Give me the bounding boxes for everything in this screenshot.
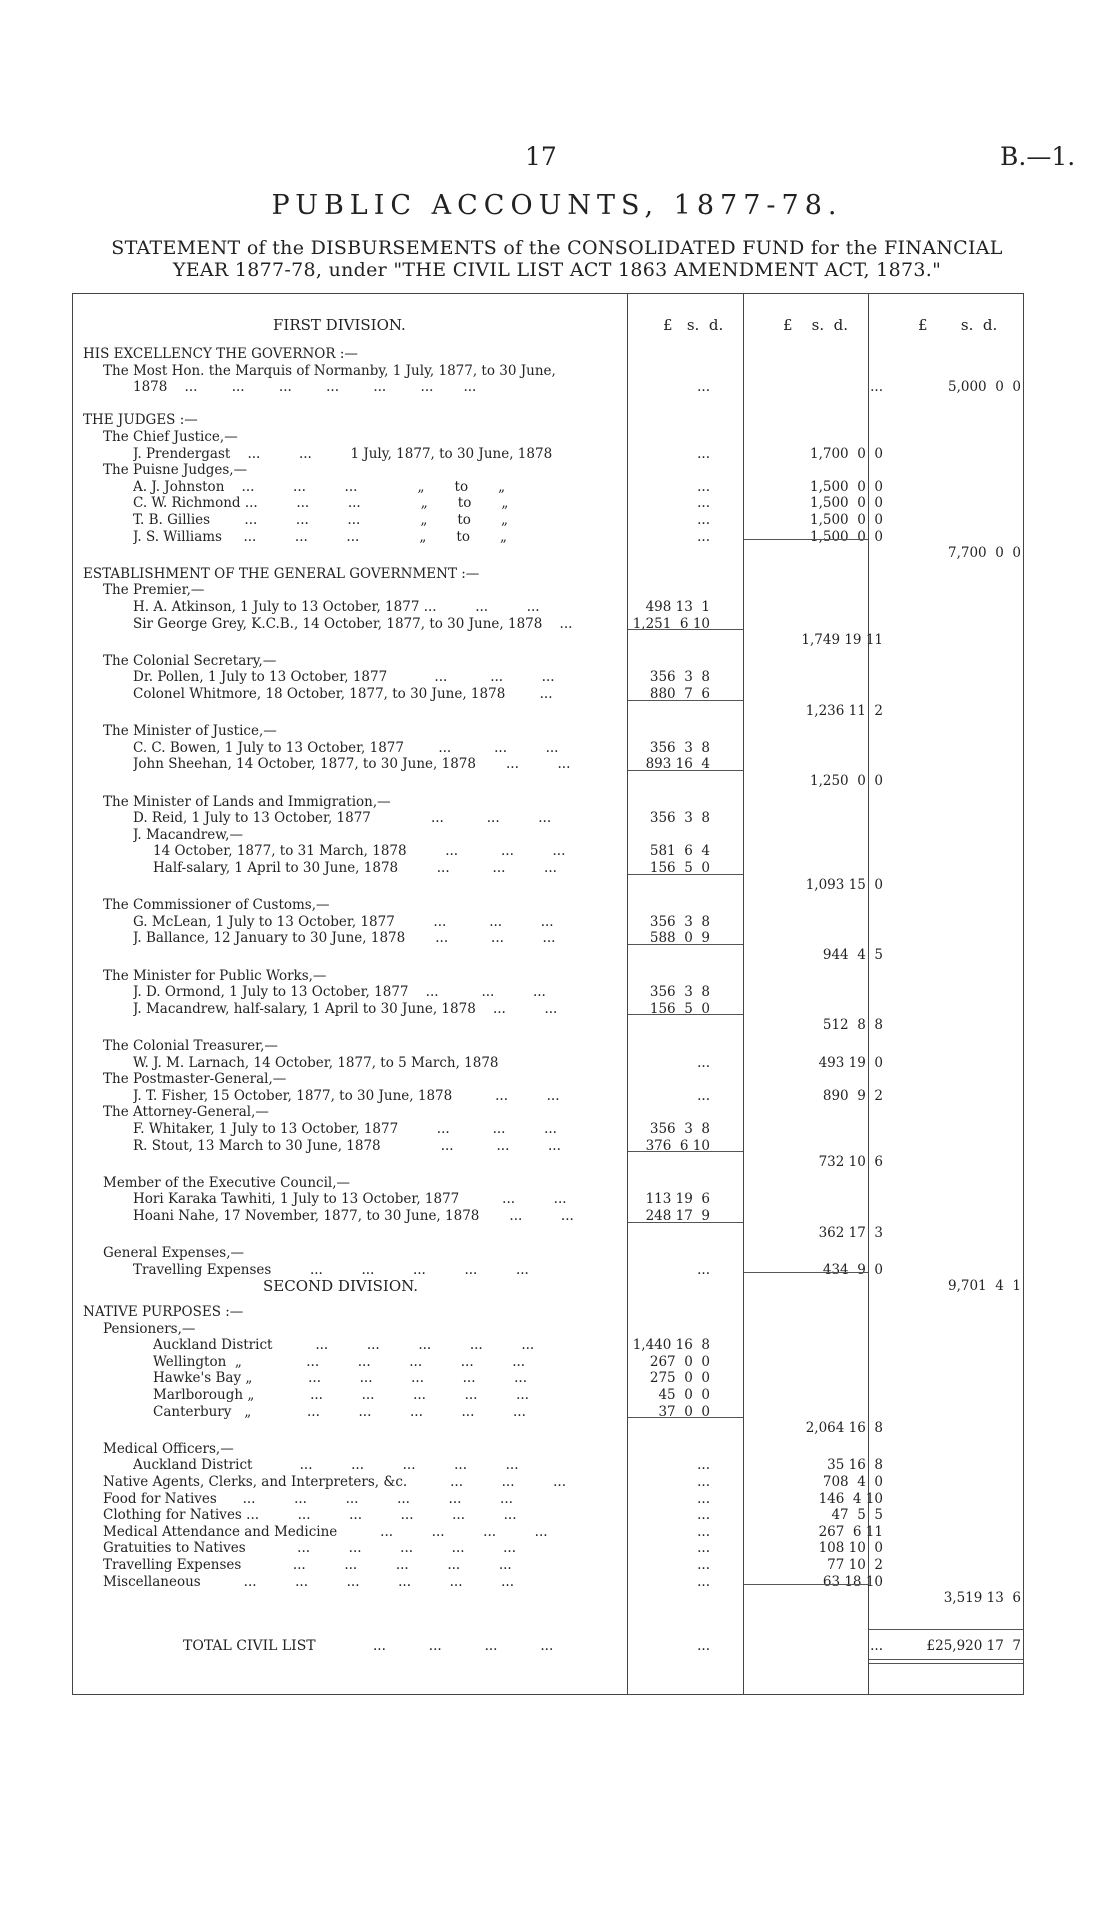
amount-c2: 512 8 8 xyxy=(822,1017,883,1034)
amount-c2: 493 19 0 xyxy=(818,1054,883,1071)
table-row xyxy=(73,1175,1023,1192)
total-col1: ... xyxy=(697,1638,710,1654)
amount-c1: 356 3 8 xyxy=(649,984,710,1001)
row-description: Wellington „ ... ... ... ... ... xyxy=(153,1353,526,1370)
row-description: Hori Karaka Tawhiti, 1 July to 13 October, 1877 ... ... xyxy=(133,1191,567,1208)
row-description: ESTABLISHMENT OF THE GENERAL GOVERNMENT :— xyxy=(83,565,480,582)
table-row xyxy=(73,827,1023,844)
table-row xyxy=(73,616,1023,633)
row-description: J. T. Fisher, 15 October, 1877, to 30 June, 1878 ... ... xyxy=(133,1087,560,1104)
row-description: The Chief Justice,— xyxy=(103,429,238,445)
disbursements-table xyxy=(72,293,1024,1695)
row-description: Travelling Expenses ... ... ... ... ... xyxy=(133,1261,529,1278)
amount-c2: 708 4 0 xyxy=(822,1474,883,1490)
table-row xyxy=(73,794,1023,811)
row-description: The Minister of Lands and Immigration,— xyxy=(103,793,391,810)
table-row xyxy=(73,632,1023,649)
table-row xyxy=(73,1474,1023,1491)
amount-c1: 248 17 9 xyxy=(645,1208,710,1224)
table-row xyxy=(73,1038,1023,1055)
amount-c2: 362 17 3 xyxy=(818,1224,883,1241)
table-row xyxy=(73,1104,1023,1121)
table-row xyxy=(73,1420,1023,1437)
amount-c3: 7,700 0 0 xyxy=(948,545,1021,562)
table-row xyxy=(73,1154,1023,1171)
table-row xyxy=(73,947,1023,964)
amount-c2: 1,749 19 11 xyxy=(801,632,883,649)
amount-c1: 37 0 0 xyxy=(658,1403,710,1420)
amount-c2: 267 6 11 xyxy=(818,1523,883,1540)
row-description: Sir George Grey, K.C.B., 14 October, 1877, to 30 June, 1878 ... xyxy=(133,615,573,632)
row-description: Medical Attendance and Medicine ... ... ... ... xyxy=(103,1523,548,1540)
table-row xyxy=(73,860,1023,877)
double-rule xyxy=(869,1663,1023,1664)
table-row xyxy=(73,1507,1023,1524)
table-row xyxy=(73,877,1023,894)
amount-c3: 9,701 4 1 xyxy=(948,1278,1021,1295)
table-row xyxy=(73,1191,1023,1208)
table-row xyxy=(73,930,1023,947)
amount-c2: ... xyxy=(870,379,883,396)
amount-c2: 434 9 0 xyxy=(822,1261,883,1278)
amount-c1: 356 3 8 xyxy=(649,669,710,686)
amount-c1: ... xyxy=(697,528,710,545)
second-division-heading: SECOND DIVISION. xyxy=(263,1277,419,1295)
table-row xyxy=(73,756,1023,773)
row-description: Pensioners,— xyxy=(103,1320,196,1337)
amount-c2: 1,700 0 0 xyxy=(810,445,883,462)
amount-c1: ... xyxy=(697,478,710,495)
amount-c1: ... xyxy=(697,445,710,462)
amount-c1: ... xyxy=(697,1523,710,1540)
amount-c2: 890 9 2 xyxy=(822,1087,883,1104)
amount-c2: 1,500 0 0 xyxy=(810,495,883,512)
table-row xyxy=(73,582,1023,599)
table-row xyxy=(73,1055,1023,1072)
row-description: Food for Natives ... ... ... ... ... ... xyxy=(103,1490,513,1507)
subtotal-rule xyxy=(628,1151,743,1152)
subtotal-rule xyxy=(744,539,868,540)
row-description: The Most Hon. the Marquis of Normanby, 1 July, 1877, to 30 June, xyxy=(103,362,556,379)
amount-c1: 893 16 4 xyxy=(645,756,710,773)
row-description: F. Whitaker, 1 July to 13 October, 1877 ... ... ... xyxy=(133,1121,557,1137)
row-description: The Minister of Justice,— xyxy=(103,723,277,740)
amount-c1: 1,440 16 8 xyxy=(632,1337,710,1354)
row-description: Auckland District ... ... ... ... ... xyxy=(153,1337,535,1354)
table-row xyxy=(73,914,1023,931)
table-row xyxy=(73,512,1023,529)
table-row xyxy=(73,1557,1023,1574)
row-description: The Colonial Secretary,— xyxy=(103,652,277,669)
amount-c1: 113 19 6 xyxy=(645,1191,710,1208)
rule xyxy=(869,1629,1023,1630)
total-label: TOTAL CIVIL LIST xyxy=(183,1638,316,1654)
row-description: Colonel Whitmore, 18 October, 1877, to 30 June, 1878 ... xyxy=(133,686,553,702)
subtotal-rule xyxy=(628,944,743,945)
amount-c2: 146 4 10 xyxy=(818,1490,883,1507)
table-row xyxy=(73,1491,1023,1508)
amount-c1: ... xyxy=(697,1261,710,1278)
amount-c2: 63 18 10 xyxy=(822,1573,883,1590)
subtotal-rule xyxy=(628,629,743,630)
amount-c2: 944 4 5 xyxy=(822,947,883,963)
table-row xyxy=(73,1017,1023,1034)
row-description: Dr. Pollen, 1 July to 13 October, 1877 ... ... ... xyxy=(133,669,555,686)
amount-c1: 880 7 6 xyxy=(649,686,710,702)
table-row xyxy=(73,1574,1023,1591)
subtotal-rule xyxy=(628,1417,743,1418)
table-row xyxy=(73,1304,1023,1321)
row-description: 1878 ... ... ... ... ... ... ... xyxy=(133,379,477,396)
amount-c1: ... xyxy=(697,1540,710,1557)
table-row xyxy=(73,1088,1023,1105)
table-row xyxy=(73,1337,1023,1354)
amount-c2: 108 10 0 xyxy=(818,1540,883,1557)
amount-c1: ... xyxy=(697,1573,710,1590)
row-description: Gratuities to Natives ... ... ... ... ... xyxy=(103,1540,517,1557)
amount-c1: 1,251 6 10 xyxy=(632,615,710,632)
page-number: 17 xyxy=(525,142,557,171)
subtotal-rule xyxy=(628,874,743,875)
table-row xyxy=(73,429,1023,446)
row-description: Native Agents, Clerks, and Interpreters, &c. ... ... ... xyxy=(103,1474,566,1490)
row-description: Medical Officers,— xyxy=(103,1440,234,1457)
row-description: The Commissioner of Customs,— xyxy=(103,897,330,914)
amount-c2: 2,064 16 8 xyxy=(805,1420,883,1437)
total-leader-dots: ... ... ... ... xyxy=(373,1638,554,1654)
row-description: The Colonial Treasurer,— xyxy=(103,1038,278,1054)
amount-c1: ... xyxy=(697,1474,710,1490)
amount-c1: ... xyxy=(697,1507,710,1524)
statement-subtitle-line-1: STATEMENT of the DISBURSEMENTS of the CONSOLIDATED FUND for the FINANCIAL xyxy=(111,237,1003,259)
table-row xyxy=(73,1225,1023,1242)
row-description: C. W. Richmond ... ... ... „ to „ xyxy=(133,495,509,512)
row-description: General Expenses,— xyxy=(103,1245,244,1262)
row-description: Member of the Executive Council,— xyxy=(103,1174,351,1191)
statement-subtitle-line-2: YEAR 1877-78, under "THE CIVIL LIST ACT 1863 AMENDMENT ACT, 1873." xyxy=(172,259,942,281)
subtotal-rule xyxy=(744,1584,868,1585)
amount-c1: 356 3 8 xyxy=(649,810,710,827)
subtotal-rule xyxy=(628,770,743,771)
subtotal-rule xyxy=(628,1222,743,1223)
table-row xyxy=(73,1524,1023,1541)
table-row xyxy=(73,703,1023,720)
subtotal-rule xyxy=(628,700,743,701)
amount-c2: 47 5 5 xyxy=(831,1507,883,1524)
row-description: W. J. M. Larnach, 14 October, 1877, to 5 March, 1878 xyxy=(133,1054,499,1071)
double-rule xyxy=(869,1659,1023,1660)
amount-c1: ... xyxy=(697,1457,710,1474)
table-row xyxy=(73,479,1023,496)
table-row xyxy=(73,412,1023,429)
table-row xyxy=(73,1245,1023,1262)
table-row xyxy=(73,346,1023,363)
table-row xyxy=(73,897,1023,914)
amount-c2: 1,250 0 0 xyxy=(810,773,883,789)
row-description: 14 October, 1877, to 31 March, 1878 ... ... ... xyxy=(153,843,566,860)
row-description: Travelling Expenses ... ... ... ... ... xyxy=(103,1557,512,1573)
table-row xyxy=(73,968,1023,985)
first-division-heading: FIRST DIVISION. xyxy=(273,316,406,334)
row-description: D. Reid, 1 July to 13 October, 1877 ... ... ... xyxy=(133,810,552,827)
page-title: PUBLIC ACCOUNTS, 1877-78. xyxy=(271,190,843,221)
row-description: R. Stout, 13 March to 30 June, 1878 ... ... ... xyxy=(133,1137,561,1154)
amount-c1: ... xyxy=(697,379,710,396)
table-row xyxy=(73,545,1023,562)
table-row xyxy=(73,1404,1023,1421)
row-description: John Sheehan, 14 October, 1877, to 30 June, 1878 ... ... xyxy=(133,756,571,773)
row-description: Clothing for Natives ... ... ... ... ... ... xyxy=(103,1507,517,1524)
table-row xyxy=(73,1387,1023,1404)
amount-c1: 588 0 9 xyxy=(649,930,710,947)
column-header-1: £ s. d. xyxy=(663,316,724,334)
table-row xyxy=(73,723,1023,740)
row-description: The Puisne Judges,— xyxy=(103,462,248,479)
row-description: THE JUDGES :— xyxy=(83,412,198,429)
table-row xyxy=(73,1590,1023,1607)
column-header-3: £ s. d. xyxy=(918,316,998,334)
row-description: J. D. Ormond, 1 July to 13 October, 1877 ... ... ... xyxy=(133,984,546,1001)
row-description: HIS EXCELLENCY THE GOVERNOR :— xyxy=(83,346,358,362)
table-row xyxy=(73,446,1023,463)
amount-c1: 275 0 0 xyxy=(649,1370,710,1387)
table-row xyxy=(73,686,1023,703)
amount-c1: ... xyxy=(697,512,710,528)
amount-c2: 1,500 0 0 xyxy=(810,528,883,545)
total-amount: £25,920 17 7 xyxy=(926,1638,1021,1654)
row-description: Marlborough „ ... ... ... ... ... xyxy=(153,1387,529,1403)
row-description: Half-salary, 1 April to 30 June, 1878 ... ... ... xyxy=(153,860,557,876)
amount-c1: 356 3 8 xyxy=(649,1121,710,1137)
table-row xyxy=(73,1321,1023,1338)
amount-c1: 376 6 10 xyxy=(645,1137,710,1154)
table-row xyxy=(73,566,1023,583)
amount-c1: ... xyxy=(697,1557,710,1573)
amount-c1: 356 3 8 xyxy=(649,739,710,756)
table-row xyxy=(73,495,1023,512)
table-row xyxy=(73,740,1023,757)
table-row xyxy=(73,1441,1023,1458)
amount-c2: 732 10 6 xyxy=(818,1154,883,1171)
table-row xyxy=(73,462,1023,479)
table-row xyxy=(73,599,1023,616)
row-description: J. Macandrew,— xyxy=(133,826,243,843)
table-row xyxy=(73,810,1023,827)
amount-c2: 1,500 0 0 xyxy=(810,512,883,528)
amount-c1: 45 0 0 xyxy=(658,1387,710,1403)
row-description: J. S. Williams ... ... ... „ to „ xyxy=(133,528,507,545)
table-row xyxy=(73,1278,1023,1295)
table-row xyxy=(73,1354,1023,1371)
amount-c2: 1,500 0 0 xyxy=(810,478,883,495)
row-description: A. J. Johnston ... ... ... „ to „ xyxy=(133,478,506,495)
table-row xyxy=(73,529,1023,546)
table-row xyxy=(73,379,1023,396)
row-description: NATIVE PURPOSES :— xyxy=(83,1304,244,1320)
amount-c1: ... xyxy=(697,495,710,512)
row-description: Hoani Nahe, 17 November, 1877, to 30 June, 1878 ... ... xyxy=(133,1208,574,1224)
row-description: The Postmaster-General,— xyxy=(103,1071,287,1088)
table-row xyxy=(73,653,1023,670)
subtotal-rule xyxy=(744,1272,868,1273)
table-row xyxy=(73,669,1023,686)
row-description: J. Macandrew, half-salary, 1 April to 30 June, 1878 ... ... xyxy=(133,1000,558,1017)
row-description: Canterbury „ ... ... ... ... ... xyxy=(153,1403,526,1420)
table-row xyxy=(73,1138,1023,1155)
row-description: T. B. Gillies ... ... ... „ to „ xyxy=(133,512,508,528)
subtotal-rule xyxy=(628,1014,743,1015)
amount-c2: 77 10 2 xyxy=(827,1557,883,1573)
amount-c1: 356 3 8 xyxy=(649,913,710,930)
table-row xyxy=(73,984,1023,1001)
amount-c2: 1,236 11 2 xyxy=(805,702,883,719)
amount-c1: ... xyxy=(697,1490,710,1507)
table-row xyxy=(73,1457,1023,1474)
total-col2: ... xyxy=(870,1638,883,1654)
column-header-2: £ s. d. xyxy=(783,316,848,334)
document-reference: B.—1. xyxy=(1000,142,1076,171)
amount-c1: 581 6 4 xyxy=(649,843,710,860)
amount-c1: 156 5 0 xyxy=(649,860,710,876)
table-row xyxy=(73,1262,1023,1279)
table-row xyxy=(73,1540,1023,1557)
row-description: The Premier,— xyxy=(103,582,205,599)
amount-c1: 156 5 0 xyxy=(649,1000,710,1017)
table-row xyxy=(73,1071,1023,1088)
amount-c1: 267 0 0 xyxy=(649,1353,710,1370)
table-row xyxy=(73,773,1023,790)
row-description: The Minister for Public Works,— xyxy=(103,967,327,984)
table-row xyxy=(73,843,1023,860)
row-description: Miscellaneous ... ... ... ... ... ... xyxy=(103,1573,514,1590)
row-description: C. C. Bowen, 1 July to 13 October, 1877 ... ... ... xyxy=(133,739,559,756)
table-row xyxy=(73,1001,1023,1018)
total-row xyxy=(73,1638,1023,1655)
table-row xyxy=(73,1208,1023,1225)
row-description: The Attorney-General,— xyxy=(103,1104,269,1121)
table-row xyxy=(73,1370,1023,1387)
row-description: J. Prendergast ... ... 1 July, 1877, to 30 June, 1878 xyxy=(133,445,553,462)
table-row xyxy=(73,363,1023,380)
amount-c2: 1,093 15 0 xyxy=(805,876,883,893)
row-description: G. McLean, 1 July to 13 October, 1877 ... ... ... xyxy=(133,913,554,930)
table-row xyxy=(73,1121,1023,1138)
row-description: Hawke's Bay „ ... ... ... ... ... xyxy=(153,1370,527,1387)
row-description: H. A. Atkinson, 1 July to 13 October, 1877 ... ... ... xyxy=(133,599,540,615)
amount-c1: 498 13 1 xyxy=(645,599,710,615)
amount-c3: 3,519 13 6 xyxy=(943,1590,1021,1607)
amount-c2: 35 16 8 xyxy=(827,1457,883,1474)
amount-c1: ... xyxy=(697,1054,710,1071)
row-description: J. Ballance, 12 January to 30 June, 1878 ... ... ... xyxy=(133,930,556,947)
amount-c3: 5,000 0 0 xyxy=(948,379,1021,396)
row-description: Auckland District ... ... ... ... ... xyxy=(133,1457,519,1474)
amount-c1: ... xyxy=(697,1087,710,1104)
